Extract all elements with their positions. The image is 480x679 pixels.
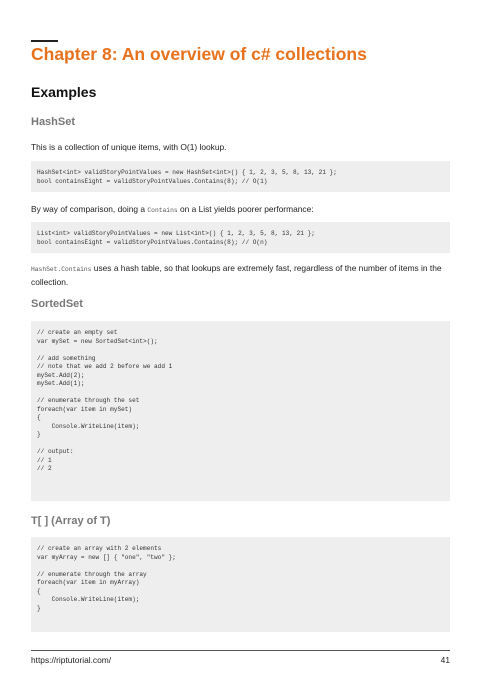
hashset-code-block (31, 161, 450, 192)
footer-url: https://riptutorial.com/ (31, 655, 112, 665)
code-line: // 2 (37, 465, 52, 472)
code-line: mySet.Add(1); (37, 380, 85, 387)
code-line: // enumerate through the set (37, 397, 140, 404)
code-line: foreach(var item in myArray) (37, 579, 140, 586)
chapter-title: Chapter 8: An overview of c# collections (31, 44, 367, 64)
code-line: var myArray = new [] { "one", "two" }; (37, 553, 176, 561)
comparison-text-before: By way of comparison, doing a (31, 204, 148, 214)
hashset-contains-inline-code: HashSet.Contains (31, 266, 92, 273)
footer-rule (31, 650, 450, 651)
code-line: bool containsEight = validStoryPointValues.Contains(8); // O(n) (37, 238, 268, 246)
code-line: // note that we add 2 before we add 1 (37, 363, 173, 370)
hashset-note (31, 262, 451, 288)
code-line: Console.WriteLine(item); (37, 422, 140, 430)
section-title: Examples (31, 84, 97, 100)
hashset-note-text: uses a hash table, so that lookups are extremely fast, regardless of the number of items in the collection. (31, 263, 442, 287)
code-line: } (37, 604, 41, 612)
comparison-paragraph (31, 203, 451, 217)
code-line (37, 346, 450, 355)
code-line: Console.WriteLine(item); (37, 596, 140, 603)
code-line: // create an array with 2 elements (37, 545, 162, 552)
page-number: 41 (440, 655, 450, 665)
code-line (37, 389, 450, 398)
hashset-heading: HashSet (31, 116, 76, 128)
code-line (37, 562, 450, 571)
code-line: // add something (37, 354, 96, 362)
contains-inline-code: Contains (147, 207, 178, 214)
code-line: { (37, 414, 41, 421)
code-line: mySet.Add(2); (37, 371, 85, 379)
comparison-text-after: on a List yields poorer performance: (177, 204, 314, 214)
code-line: { (37, 587, 41, 595)
code-line: HashSet<int> validStoryPointValues = new HashSet<int>() { 1, 2, 3, 5, 8, 13, 21 }; (37, 169, 337, 176)
hashset-intro: This is a collection of unique items, with O(1) lookup. (31, 142, 227, 152)
sortedset-code-block (31, 321, 450, 501)
code-line: } (37, 431, 41, 438)
code-line: // create an empty set (37, 329, 118, 336)
code-line: // output: (37, 448, 74, 455)
code-line: foreach(var item in mySet) (37, 405, 133, 413)
array-heading: T[ ] (Array of T) (31, 515, 111, 527)
code-line: List<int> validStoryPointValues = new List<int>() { 1, 2, 3, 5, 8, 13, 21 }; (37, 230, 315, 237)
list-code-block (31, 222, 450, 253)
array-code-block (31, 537, 450, 632)
code-line: // 1 (37, 456, 52, 464)
chapter-rule (31, 40, 58, 42)
code-line: bool containsEight = validStoryPointValues.Contains(8); // O(1) (37, 177, 268, 185)
sortedset-heading: SortedSet (31, 298, 83, 310)
code-line: var mySet = new SortedSet<int>(); (37, 337, 158, 345)
code-line (37, 440, 450, 449)
code-line: // enumerate through the array (37, 570, 147, 578)
